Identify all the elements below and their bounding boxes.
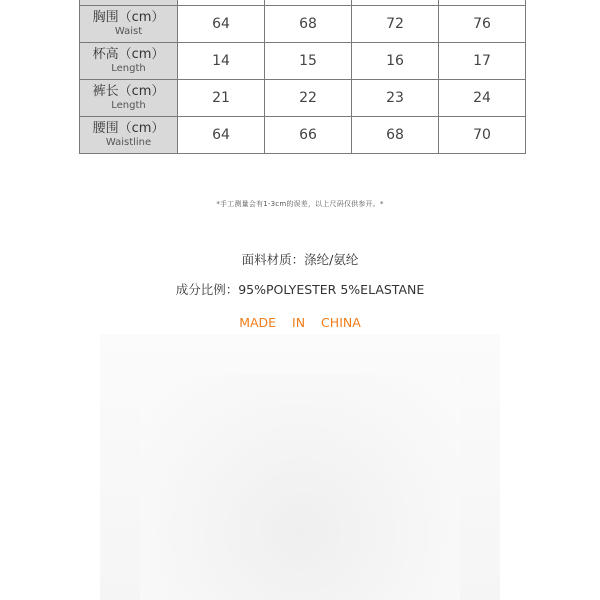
made-in-label: MADE IN CHINA: [239, 315, 361, 330]
table-cell: 70: [439, 117, 526, 154]
product-photo-subject: [140, 374, 460, 600]
row-header-cn: 裤长（cm）: [92, 83, 165, 99]
table-cell: 16: [352, 43, 439, 80]
row-header-en: Waist: [114, 25, 143, 37]
size-table: [79, 0, 526, 154]
table-cell: 14: [178, 43, 265, 80]
table-row: [80, 6, 526, 43]
table-row: [80, 117, 526, 154]
table-cell: 66: [265, 117, 352, 154]
table-cell: 64: [178, 117, 265, 154]
row-header-en: Waistline: [105, 136, 152, 148]
row-header: [80, 80, 178, 117]
table-cell: 24: [439, 80, 526, 117]
table-cell: 21: [178, 80, 265, 117]
row-header-cn: 杯高（cm）: [92, 46, 165, 62]
row-header-cn: 腰围（cm）: [92, 120, 165, 136]
row-header: [80, 117, 178, 154]
composition-ratio: 成分比例：95%POLYESTER 5%ELASTANE: [175, 282, 425, 297]
table-cell: 17: [439, 43, 526, 80]
row-header: [80, 6, 178, 43]
fabric-material: 面料材质：涤纶/氨纶: [241, 252, 359, 267]
row-header: [80, 43, 178, 80]
table-cell: 68: [265, 6, 352, 43]
table-cell: 23: [352, 80, 439, 117]
table-row: [80, 80, 526, 117]
row-header-cn: 胸围（cm）: [92, 9, 165, 25]
table-cell: 22: [265, 80, 352, 117]
row-header-en: Length: [111, 62, 146, 74]
table-cell: 15: [265, 43, 352, 80]
table-row: [80, 43, 526, 80]
table-cell: 76: [439, 6, 526, 43]
measurement-note: *手工测量会有1-3cm的误差，以上尺码仅供参开。*: [216, 200, 384, 208]
table-cell: 64: [178, 6, 265, 43]
table-cell: 68: [352, 117, 439, 154]
row-header-en: Length: [111, 99, 146, 111]
table-cell: 72: [352, 6, 439, 43]
product-photo: [100, 334, 500, 600]
